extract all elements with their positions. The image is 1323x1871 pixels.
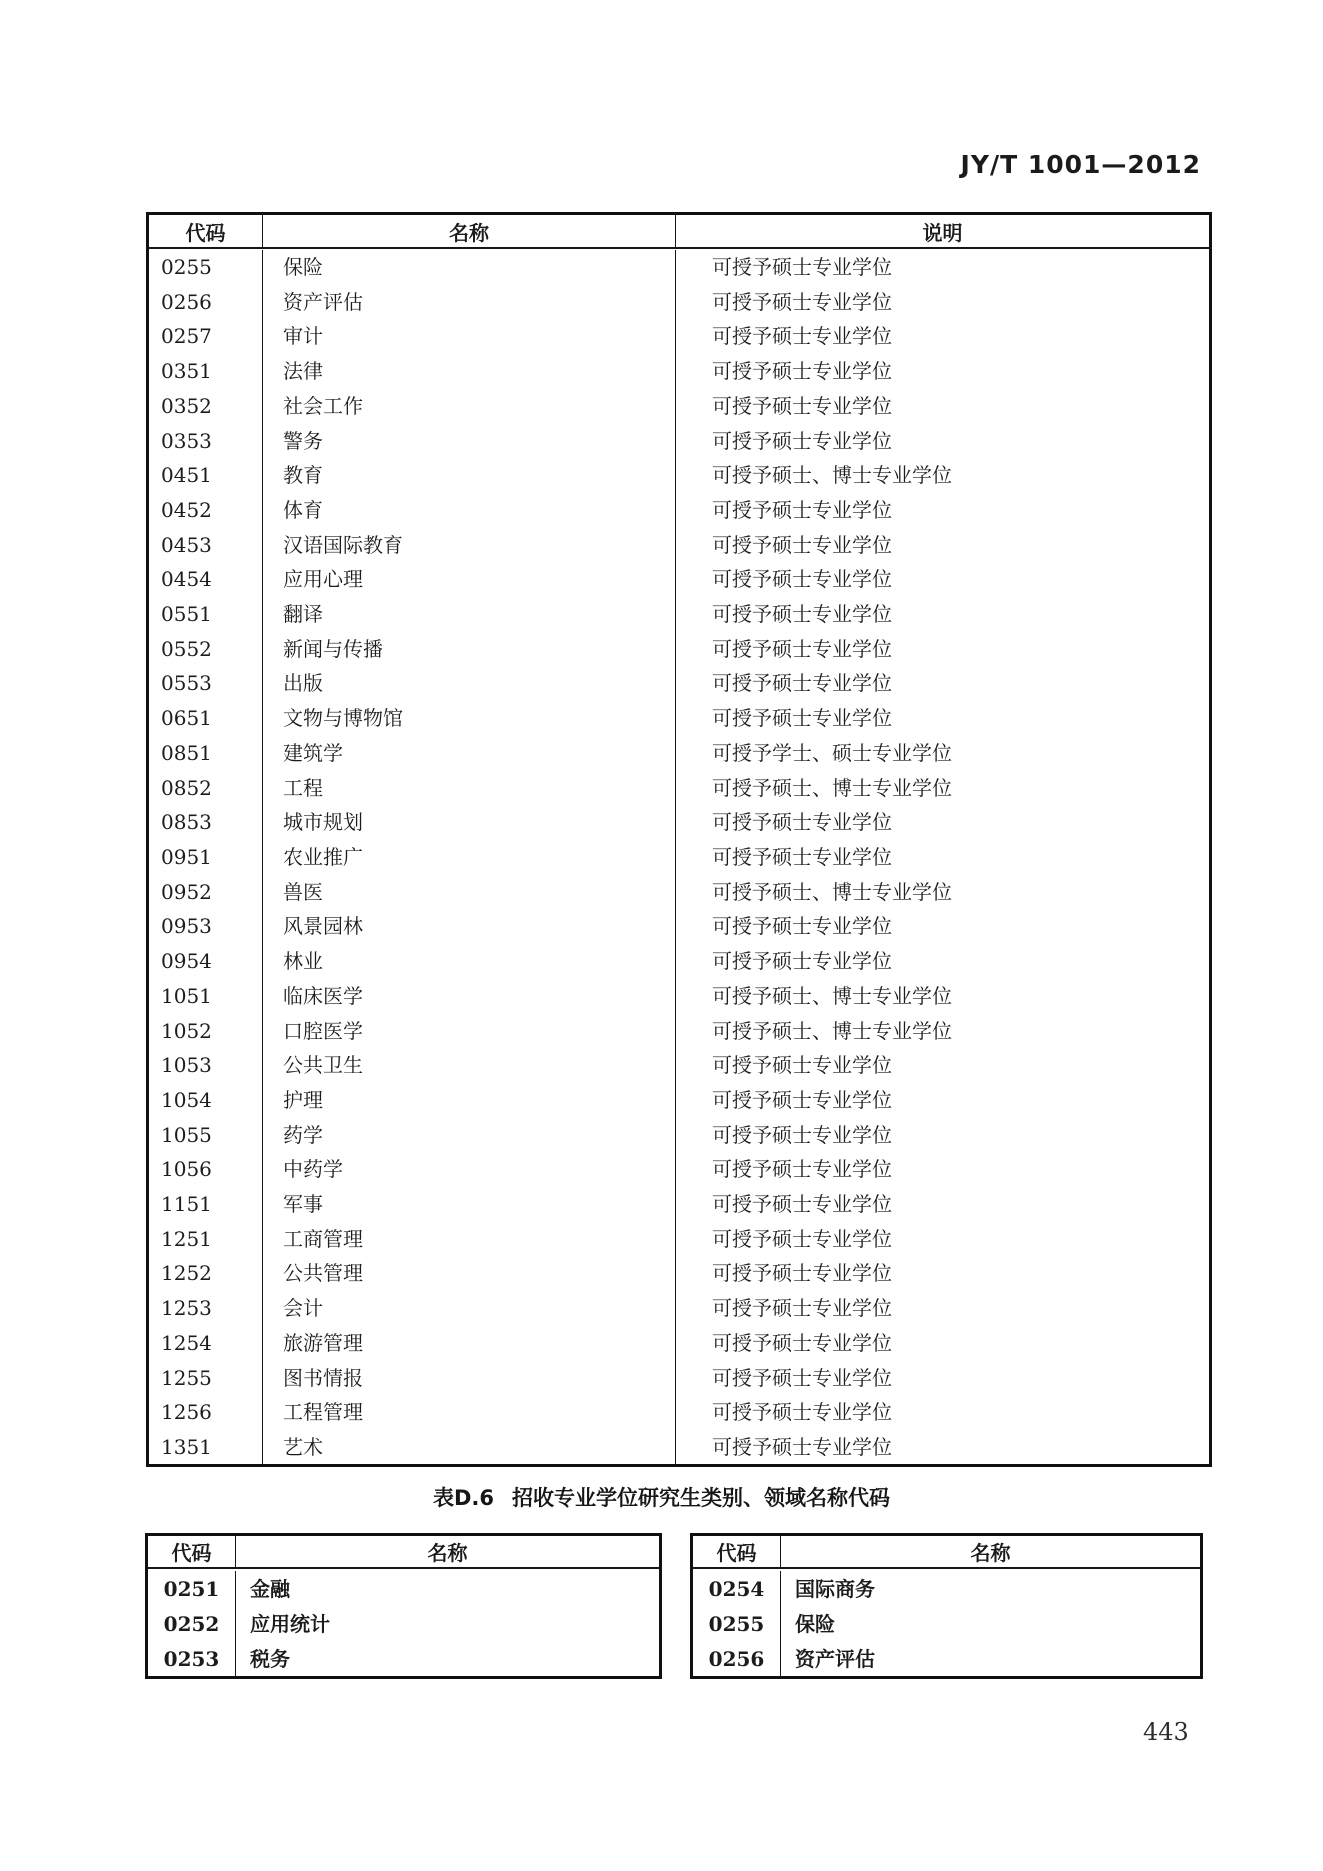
table-cell-desc: 可授予硕士专业学位 bbox=[712, 602, 892, 627]
table-cell-name: 药学 bbox=[263, 1117, 676, 1152]
table-cell-desc: 可授予硕士专业学位 bbox=[712, 289, 892, 314]
table-cell-code: 0551 bbox=[149, 597, 263, 632]
table-cell-desc: 可授予硕士专业学位 bbox=[712, 1122, 892, 1147]
table-cell-code: 0953 bbox=[149, 909, 263, 944]
column-header-desc: 说明 bbox=[676, 215, 1209, 249]
table-cell-code: 0951 bbox=[149, 840, 263, 875]
table-cell-name: 工商管理 bbox=[263, 1221, 676, 1256]
table-cell-code: 0851 bbox=[149, 736, 263, 771]
table-cell-name: 会计 bbox=[263, 1291, 676, 1326]
table-cell-code: 0452 bbox=[149, 493, 263, 528]
table-cell-name: 农业推广 bbox=[263, 840, 676, 875]
table-cell-code: 0255 bbox=[149, 250, 263, 285]
table-cell-code: 1255 bbox=[149, 1360, 263, 1395]
table-cell-code: 0253 bbox=[148, 1641, 236, 1676]
table-cell-name: 资产评估 bbox=[795, 1646, 875, 1671]
table-cell-desc: 可授予硕士、博士专业学位 bbox=[712, 1018, 952, 1043]
table-cell-name: 工程管理 bbox=[263, 1395, 676, 1430]
table-cell-name: 国际商务 bbox=[795, 1576, 875, 1601]
table-cell-name: 警务 bbox=[263, 423, 676, 458]
table-cell-name: 应用统计 bbox=[250, 1611, 330, 1636]
doc-number-header: JY/T 1001—2012 bbox=[960, 150, 1201, 179]
table-cell-code: 0552 bbox=[149, 631, 263, 666]
table-cell-desc: 可授予硕士专业学位 bbox=[712, 1296, 892, 1321]
table-cell-code: 0454 bbox=[149, 562, 263, 597]
table-cell-desc: 可授予硕士专业学位 bbox=[712, 532, 892, 557]
table-cell-code: 0451 bbox=[149, 458, 263, 493]
table-cell-name: 军事 bbox=[263, 1187, 676, 1222]
page-number: 443 bbox=[1143, 1718, 1189, 1746]
table-cell-name: 税务 bbox=[250, 1646, 290, 1671]
table-cell-name: 图书情报 bbox=[263, 1360, 676, 1395]
table-cell-desc: 可授予硕士专业学位 bbox=[712, 671, 892, 696]
table-cell-code: 0651 bbox=[149, 701, 263, 736]
table-cell-name: 保险 bbox=[263, 250, 676, 285]
table-cell-desc: 可授予硕士、博士专业学位 bbox=[712, 983, 952, 1008]
table-cell-desc: 可授予硕士专业学位 bbox=[712, 1434, 892, 1459]
column-header-code: 代码 bbox=[693, 1536, 781, 1569]
table-cell-code: 1254 bbox=[149, 1326, 263, 1361]
table-cell-code: 1055 bbox=[149, 1117, 263, 1152]
table-cell-name: 旅游管理 bbox=[263, 1326, 676, 1361]
table-cell-name: 体育 bbox=[263, 493, 676, 528]
table-cell-code: 1251 bbox=[149, 1221, 263, 1256]
table-cell-code: 0553 bbox=[149, 666, 263, 701]
table-cell-code: 0251 bbox=[148, 1571, 236, 1606]
table-cell-code: 0954 bbox=[149, 944, 263, 979]
table-cell-code: 0453 bbox=[149, 527, 263, 562]
table-cell-desc: 可授予硕士专业学位 bbox=[712, 1330, 892, 1355]
field-code-table-left bbox=[145, 1533, 662, 1679]
degree-code-table bbox=[146, 212, 1212, 1467]
table-cell-name: 新闻与传播 bbox=[263, 631, 676, 666]
table-cell-name: 应用心理 bbox=[263, 562, 676, 597]
column-header-code: 代码 bbox=[148, 1536, 236, 1569]
table-cell-name: 金融 bbox=[250, 1576, 290, 1601]
table-cell-desc: 可授予硕士专业学位 bbox=[712, 636, 892, 661]
table-cell-name: 法律 bbox=[263, 354, 676, 389]
table-cell-code: 0254 bbox=[693, 1571, 781, 1606]
table-cell-desc: 可授予硕士专业学位 bbox=[712, 567, 892, 592]
table-cell-desc: 可授予硕士专业学位 bbox=[712, 393, 892, 418]
table-cell-name: 风景园林 bbox=[263, 909, 676, 944]
table-cell-desc: 可授予硕士专业学位 bbox=[712, 255, 892, 280]
table-cell-name: 建筑学 bbox=[263, 736, 676, 771]
table-cell-name: 公共卫生 bbox=[263, 1048, 676, 1083]
table-cell-code: 1253 bbox=[149, 1291, 263, 1326]
table-cell-name: 资产评估 bbox=[263, 284, 676, 319]
table-caption-label: 表D.6 bbox=[432, 1486, 495, 1510]
table-cell-name: 社会工作 bbox=[263, 389, 676, 424]
table-cell-name: 审计 bbox=[263, 319, 676, 354]
table-cell-code: 0255 bbox=[693, 1606, 781, 1641]
column-header-code: 代码 bbox=[149, 215, 263, 249]
table-cell-name: 城市规划 bbox=[263, 805, 676, 840]
table-cell-desc: 可授予硕士专业学位 bbox=[712, 810, 892, 835]
table-cell-code: 0257 bbox=[149, 319, 263, 354]
table-cell-desc: 可授予硕士专业学位 bbox=[712, 1087, 892, 1112]
column-header-name: 名称 bbox=[263, 215, 676, 249]
table-cell-code: 0353 bbox=[149, 423, 263, 458]
table-cell-name: 临床医学 bbox=[263, 978, 676, 1013]
table-cell-desc: 可授予硕士、博士专业学位 bbox=[712, 775, 952, 800]
column-header-name: 名称 bbox=[236, 1536, 659, 1569]
table-cell-name: 口腔医学 bbox=[263, 1013, 676, 1048]
table-caption-title: 招收专业学位研究生类别、领域名称代码 bbox=[512, 1486, 891, 1510]
table-cell-name: 中药学 bbox=[263, 1152, 676, 1187]
table-cell-name: 文物与博物馆 bbox=[263, 701, 676, 736]
table-cell-code: 0853 bbox=[149, 805, 263, 840]
table-cell-code: 0256 bbox=[693, 1641, 781, 1676]
table-cell-code: 1051 bbox=[149, 978, 263, 1013]
table-cell-desc: 可授予硕士专业学位 bbox=[712, 1192, 892, 1217]
table-cell-code: 0351 bbox=[149, 354, 263, 389]
table-cell-code: 1054 bbox=[149, 1083, 263, 1118]
table-cell-desc: 可授予硕士专业学位 bbox=[712, 706, 892, 731]
table-cell-code: 1151 bbox=[149, 1187, 263, 1222]
table-cell-desc: 可授予硕士专业学位 bbox=[712, 914, 892, 939]
table-cell-desc: 可授予硕士专业学位 bbox=[712, 428, 892, 453]
table-cell-code: 0952 bbox=[149, 874, 263, 909]
table-cell-desc: 可授予硕士专业学位 bbox=[712, 1053, 892, 1078]
table-cell-name: 工程 bbox=[263, 770, 676, 805]
table-cell-code: 0352 bbox=[149, 389, 263, 424]
table-cell-name: 林业 bbox=[263, 944, 676, 979]
table-cell-name: 艺术 bbox=[263, 1430, 676, 1465]
table-cell-desc: 可授予硕士、博士专业学位 bbox=[712, 463, 952, 488]
table-cell-name: 护理 bbox=[263, 1083, 676, 1118]
table-cell-code: 1351 bbox=[149, 1430, 263, 1465]
table-cell-desc: 可授予硕士专业学位 bbox=[712, 1400, 892, 1425]
column-header-name: 名称 bbox=[781, 1536, 1200, 1569]
table-cell-desc: 可授予硕士专业学位 bbox=[712, 949, 892, 974]
table-cell-desc: 可授予硕士专业学位 bbox=[712, 1261, 892, 1286]
table-caption bbox=[0, 1482, 1323, 1512]
table-cell-desc: 可授予硕士专业学位 bbox=[712, 1226, 892, 1251]
field-code-table-right bbox=[690, 1533, 1203, 1679]
table-cell-desc: 可授予硕士专业学位 bbox=[712, 324, 892, 349]
table-cell-desc: 可授予硕士、博士专业学位 bbox=[712, 879, 952, 904]
table-cell-code: 1056 bbox=[149, 1152, 263, 1187]
table-cell-name: 汉语国际教育 bbox=[263, 527, 676, 562]
table-cell-name: 出版 bbox=[263, 666, 676, 701]
table-cell-desc: 可授予硕士专业学位 bbox=[712, 845, 892, 869]
table-cell-name: 教育 bbox=[263, 458, 676, 493]
table-cell-desc: 可授予硕士专业学位 bbox=[712, 359, 892, 384]
table-cell-name: 保险 bbox=[795, 1611, 835, 1636]
table-cell-code: 0256 bbox=[149, 284, 263, 319]
table-cell-code: 1256 bbox=[149, 1395, 263, 1430]
table-cell-desc: 可授予硕士专业学位 bbox=[712, 1157, 892, 1182]
table-cell-name: 翻译 bbox=[263, 597, 676, 632]
table-cell-code: 0252 bbox=[148, 1606, 236, 1641]
table-cell-name: 公共管理 bbox=[263, 1256, 676, 1291]
table-cell-desc: 可授予硕士专业学位 bbox=[712, 1365, 892, 1390]
table-cell-code: 1053 bbox=[149, 1048, 263, 1083]
table-cell-code: 1052 bbox=[149, 1013, 263, 1048]
table-cell-desc: 可授予硕士专业学位 bbox=[712, 497, 892, 522]
table-cell-code: 0852 bbox=[149, 770, 263, 805]
table-cell-code: 1252 bbox=[149, 1256, 263, 1291]
table-cell-desc: 可授予学士、硕士专业学位 bbox=[712, 740, 952, 765]
table-cell-name: 兽医 bbox=[263, 874, 676, 909]
